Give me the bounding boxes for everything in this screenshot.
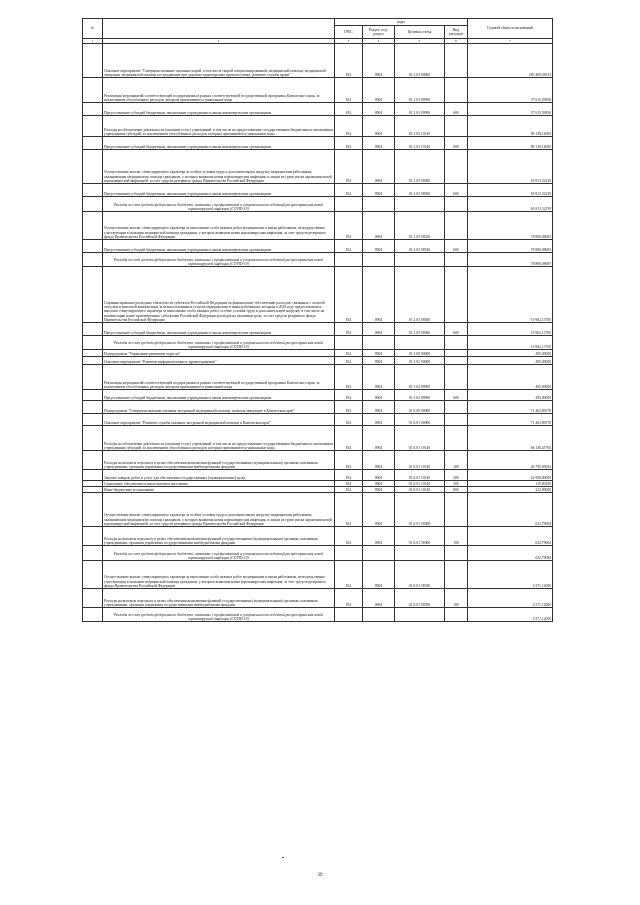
cell-razdel bbox=[363, 253, 395, 267]
cell-csr: 01 Б 01 58300 bbox=[395, 527, 445, 546]
cell-sum: 495,00000 bbox=[468, 365, 553, 390]
cell-name: Реализация мероприятий соответствующей подпрограммы в рамках соответствующей государственной программы Камчатского края, за исключением обособленных расходов, которым присваиваются уникальные коды bbox=[103, 78, 335, 103]
cell-grbs: 814 bbox=[335, 116, 363, 137]
cell-razdel: 0904 bbox=[363, 116, 395, 137]
table-row bbox=[83, 137, 553, 150]
header-razdel: Раздел, под-раздел bbox=[363, 26, 395, 39]
cell-razdel: 0904 bbox=[363, 44, 395, 78]
cell-grbs: 814 bbox=[335, 426, 363, 451]
cell-vid bbox=[445, 253, 468, 267]
cell-sum: 37 615,59830 bbox=[468, 78, 553, 103]
cell-sum: 78 880,08683 bbox=[468, 240, 553, 253]
header-row-1 bbox=[83, 19, 553, 26]
cell-sum: 71 463,89578 bbox=[468, 414, 553, 426]
cell-csr: 01 2 03 10140 bbox=[395, 116, 445, 137]
table-row bbox=[83, 589, 553, 608]
cell-csr: 01 2 03 09990 bbox=[395, 78, 445, 103]
table-row bbox=[83, 608, 553, 622]
cell-sum: 495,00000 bbox=[468, 357, 553, 365]
cell-vid bbox=[445, 608, 468, 622]
cell-sum: 78 880,08683 bbox=[468, 253, 553, 267]
cell-vid: 100 bbox=[445, 589, 468, 608]
cell-name: Расходы на выплаты персоналу в целях обеспечения выполнения функций государственными (муниципальными) органами, казенными учреждениями, органами управления государственными внебюджетными фондами bbox=[103, 527, 335, 546]
cell-razdel: 0904 bbox=[363, 487, 395, 493]
table-row bbox=[83, 357, 553, 365]
cell-num bbox=[83, 336, 103, 350]
table-row bbox=[83, 390, 553, 401]
cell-name: Расходы за счет средств федерального бюджета, связанные с профилактикой и устранением последствий распространения новой коронавирусной инфекции (COVID-19) bbox=[103, 197, 335, 212]
cell-razdel: 0904 bbox=[363, 481, 395, 487]
cell-razdel: 0904 bbox=[363, 561, 395, 589]
cell-name: Основное мероприятие "Совершенствование оказания скорой, в том числе скорой специализированной, медицинской помощи, медицинской эвакуации, медицинской помощи пострадавшим при дорожно-транспортных происшествиях, развитие службы крови" bbox=[103, 44, 335, 78]
cell-num bbox=[83, 608, 103, 622]
cell-vid: 600 bbox=[445, 323, 468, 336]
cell-sum: 65 813,32339 bbox=[468, 184, 553, 197]
cell-name: Подпрограмма "Управление развитием отрасли" bbox=[103, 350, 335, 357]
table-row bbox=[83, 103, 553, 116]
cell-sum: 119,80100 bbox=[468, 481, 553, 487]
cell-csr: 01 3 00 00000 bbox=[395, 350, 445, 357]
cell-name: Предоставление субсидий бюджетным, автономным учреждениям и иным некоммерческим организациям bbox=[103, 390, 335, 401]
cell-grbs: 814 bbox=[335, 527, 363, 546]
cell-razdel: 0904 bbox=[363, 401, 395, 414]
cell-grbs: 814 bbox=[335, 470, 363, 481]
header-grbs: ГРБС bbox=[335, 26, 363, 39]
cell-name: Осуществление выплат стимулирующего характера за особые условия труда и дополнительную нагрузку медицинским работникам, оказывающим медицинскую помощь гражданам, у которых выявлена новая коронавирусная инфекция, и лицам из групп риска заражения новой коронавирусной инфекцией, за счет средств резервного фонда Правительства Российской Федерации bbox=[103, 493, 335, 527]
cell-sum: 4 571,12000 bbox=[468, 608, 553, 622]
cell-csr: 01 Б 01 58300 bbox=[395, 493, 445, 527]
cell-num bbox=[83, 103, 103, 116]
cell-csr bbox=[395, 608, 445, 622]
cell-num bbox=[83, 184, 103, 197]
cell-name: Расходы за счет средств федерального бюджета, связанные с профилактикой и устранением последствий распространения новой коронавирусной инфекции (COVID-19) bbox=[103, 336, 335, 350]
header-num: № bbox=[83, 19, 103, 39]
cell-vid bbox=[445, 365, 468, 390]
cell-grbs: 814 bbox=[335, 78, 363, 103]
cell-sum: 632,79084 bbox=[468, 546, 553, 561]
cell-num bbox=[83, 197, 103, 212]
cell-csr: 01 2 03 58360 bbox=[395, 267, 445, 323]
cell-sum: 24 998,80000 bbox=[468, 470, 553, 481]
colnum-6: 6 bbox=[445, 39, 468, 44]
cell-vid bbox=[445, 78, 468, 103]
header-csr: Целевая статья bbox=[395, 26, 445, 39]
cell-name: Подпрограмма "Совершенствование оказания экстренной медицинской помощи, включая эвакуацию в Камчатском крае" bbox=[103, 401, 335, 414]
cell-sum: 495,00000 bbox=[468, 350, 553, 357]
cell-num bbox=[83, 414, 103, 426]
cell-vid bbox=[445, 350, 468, 357]
cell-grbs: 814 bbox=[335, 137, 363, 150]
cell-num bbox=[83, 116, 103, 137]
cell-name: Закупка товаров, работ и услуг для обеспечения государственных (муниципальных) нужд bbox=[103, 470, 335, 481]
cell-csr: 01 2 03 58360 bbox=[395, 323, 445, 336]
cell-csr: 01 2 03 09990 bbox=[395, 103, 445, 116]
cell-num bbox=[83, 323, 103, 336]
table-row bbox=[83, 546, 553, 561]
cell-csr: 01 Б 01 58330 bbox=[395, 589, 445, 608]
cell-csr: 01 2 03 58330 bbox=[395, 212, 445, 240]
cell-csr: 01 Б 01 10140 bbox=[395, 470, 445, 481]
cell-vid bbox=[445, 150, 468, 184]
cell-csr: 01 3 02 00000 bbox=[395, 357, 445, 365]
table-row bbox=[83, 470, 553, 481]
cell-csr: 01 Б 01 10140 bbox=[395, 451, 445, 470]
cell-grbs: 814 bbox=[335, 451, 363, 470]
colnum-5: 5 bbox=[395, 39, 445, 44]
cell-name: Осуществление выплат стимулирующего характера за особые условия труда и дополнительную нагрузку медицинским работникам, оказывающим медицинскую помощь гражданам, у которых выявлена новая коронавирусная инфекция, и лицам из групп риска заражения новой коронавирусной инфекцией, за счет средств резервного фонда Правительства Российской Федерации bbox=[103, 150, 335, 184]
cell-num bbox=[83, 493, 103, 527]
table-row bbox=[83, 401, 553, 414]
cell-num bbox=[83, 451, 103, 470]
cell-razdel: 0904 bbox=[363, 103, 395, 116]
cell-num bbox=[83, 78, 103, 103]
cell-sum: 495,00000 bbox=[468, 390, 553, 401]
table-row bbox=[83, 253, 553, 267]
cell-vid: 800 bbox=[445, 487, 468, 493]
table-row bbox=[83, 336, 553, 350]
cell-csr: 01 Б 00 00000 bbox=[395, 401, 445, 414]
cell-name: Предоставление субсидий бюджетным, автономным учреждениям и иным некоммерческим организациям bbox=[103, 240, 335, 253]
cell-sum: 37 615,59830 bbox=[468, 103, 553, 116]
cell-vid bbox=[445, 116, 468, 137]
cell-sum: 4 571,12000 bbox=[468, 589, 553, 608]
cell-grbs: 814 bbox=[335, 414, 363, 426]
cell-sum: 89 138,14000 bbox=[468, 137, 553, 150]
cell-sum: 10 962,13700 bbox=[468, 267, 553, 323]
header-vid: Вид расходов bbox=[445, 26, 468, 39]
cell-name: Предоставление субсидий бюджетным, автономным учреждениям и иным некоммерческим организациям bbox=[103, 103, 335, 116]
cell-grbs: 814 bbox=[335, 493, 363, 527]
cell-name: Осуществление выплат стимулирующего характера за выполнение особо важных работ медицинским и иным работникам, непосредственно участвующим в оказании медицинской помощи гражданам, у которых выявлена новая коронавирусная инфекция, за счет средств резервного фонда Правительства Российской Федерации bbox=[103, 212, 335, 240]
table-row bbox=[83, 150, 553, 184]
cell-vid: 600 bbox=[445, 240, 468, 253]
table-row bbox=[83, 527, 553, 546]
cell-vid bbox=[445, 401, 468, 414]
cell-grbs: 814 bbox=[335, 212, 363, 240]
cell-sum: 10 962,13700 bbox=[468, 336, 553, 350]
cell-vid bbox=[445, 493, 468, 527]
table-row bbox=[83, 426, 553, 451]
cell-grbs: 814 bbox=[335, 481, 363, 487]
cell-razdel: 0904 bbox=[363, 184, 395, 197]
cell-vid: 600 bbox=[445, 184, 468, 197]
cell-razdel: 0904 bbox=[363, 323, 395, 336]
cell-sum: 283 409,28533 bbox=[468, 44, 553, 78]
table-row bbox=[83, 116, 553, 137]
cell-grbs: 814 bbox=[335, 240, 363, 253]
cell-grbs: 814 bbox=[335, 44, 363, 78]
cell-razdel: 0904 bbox=[363, 470, 395, 481]
cell-razdel bbox=[363, 546, 395, 561]
cell-num bbox=[83, 253, 103, 267]
cell-vid bbox=[445, 426, 468, 451]
cell-razdel bbox=[363, 336, 395, 350]
cell-num bbox=[83, 365, 103, 390]
header-name bbox=[103, 19, 335, 39]
cell-vid: 200 bbox=[445, 470, 468, 481]
cell-razdel: 0904 bbox=[363, 240, 395, 253]
cell-grbs: 814 bbox=[335, 487, 363, 493]
cell-name: Расходы за счет средств федерального бюджета, связанные с профилактикой и устранением последствий распространения новой коронавирусной инфекции (COVID-19) bbox=[103, 608, 335, 622]
cell-name: Расходы за счет средств федерального бюджета, связанные с профилактикой и устранением последствий распространения новой коронавирусной инфекции (COVID-19) bbox=[103, 253, 335, 267]
cell-grbs: 814 bbox=[335, 561, 363, 589]
cell-grbs: 814 bbox=[335, 150, 363, 184]
cell-grbs bbox=[335, 546, 363, 561]
cell-csr bbox=[395, 336, 445, 350]
cell-razdel: 0904 bbox=[363, 150, 395, 184]
cell-csr: 01 Б 01 10140 bbox=[395, 426, 445, 451]
cell-vid bbox=[445, 212, 468, 240]
cell-csr: 01 3 02 09990 bbox=[395, 365, 445, 390]
colnum-2: 2 bbox=[103, 39, 335, 44]
cell-num bbox=[83, 137, 103, 150]
cell-razdel: 0904 bbox=[363, 267, 395, 323]
cell-grbs: 814 bbox=[335, 103, 363, 116]
cell-vid bbox=[445, 197, 468, 212]
cell-csr bbox=[395, 253, 445, 267]
cell-name: Предоставление субсидий бюджетным, автономным учреждениям и иным некоммерческим организациям bbox=[103, 137, 335, 150]
cell-csr bbox=[395, 197, 445, 212]
cell-razdel: 0904 bbox=[363, 357, 395, 365]
cell-num bbox=[83, 470, 103, 481]
cell-num bbox=[83, 44, 103, 78]
table-row bbox=[83, 197, 553, 212]
cell-vid bbox=[445, 336, 468, 350]
cell-razdel: 0904 bbox=[363, 589, 395, 608]
cell-sum: 65 813,32339 bbox=[468, 197, 553, 212]
page-number: 39 bbox=[317, 873, 323, 878]
budget-table bbox=[82, 18, 553, 622]
cell-razdel bbox=[363, 608, 395, 622]
cell-num bbox=[83, 267, 103, 323]
table-row bbox=[83, 184, 553, 197]
cell-sum: 4 571,12000 bbox=[468, 561, 553, 589]
cell-grbs: 814 bbox=[335, 390, 363, 401]
cell-csr: 01 2 03 00000 bbox=[395, 44, 445, 78]
cell-name: Расходы на обеспечение деятельности (оказание услуг) учреждений, в том числе на предоставление государственным бюджетным и автономным учреждениям субсидий, за исключением обособленных расходов, которым присваиваются уникальные коды bbox=[103, 116, 335, 137]
cell-grbs: 814 bbox=[335, 589, 363, 608]
cell-grbs: 814 bbox=[335, 184, 363, 197]
table-row bbox=[83, 212, 553, 240]
cell-num bbox=[83, 527, 103, 546]
cell-csr: 01 Б 01 10140 bbox=[395, 487, 445, 493]
cell-name: Расходы за счет средств федерального бюджета, связанные с профилактикой и устранением последствий распространения новой коронавирусной инфекции (COVID-19) bbox=[103, 546, 335, 561]
table-row bbox=[83, 323, 553, 336]
cell-sum: 632,79084 bbox=[468, 493, 553, 527]
cell-grbs: 814 bbox=[335, 357, 363, 365]
cell-razdel bbox=[363, 197, 395, 212]
cell-name: Предоставление субсидий бюджетным, автономным учреждениям и иным некоммерческим организациям bbox=[103, 323, 335, 336]
cell-csr: 01 2 03 58300 bbox=[395, 184, 445, 197]
cell-razdel: 0904 bbox=[363, 493, 395, 527]
cell-num bbox=[83, 212, 103, 240]
cell-grbs: 814 bbox=[335, 267, 363, 323]
cell-name: Софинансирование расходных обязательств субъектов Российской Федерации по финансовому обеспечению расходов, связанных с оплатой отпусков и выплатой компенсации за неиспользованные отпуска медицинским и иным работникам, которым в 2020 году предоставлялись выплаты стимулирующего характера за выполнение особо важных работ, особые условия труда и дополнительную нагрузку, в том числе на компенсацию ранее произведенных субъектами Российской Федерации расходов на указанные цели, за счет средств резервного фонда Правительства Российской Федерации bbox=[103, 267, 335, 323]
cell-sum: 78 880,08683 bbox=[468, 212, 553, 240]
cell-num bbox=[83, 150, 103, 184]
colnum-4: 4 bbox=[363, 39, 395, 44]
cell-vid: 600 bbox=[445, 103, 468, 116]
cell-razdel: 0904 bbox=[363, 350, 395, 357]
cell-csr: 01 Б 01 00000 bbox=[395, 414, 445, 426]
table-row bbox=[83, 240, 553, 253]
cell-sum: 89 138,14000 bbox=[468, 116, 553, 137]
cell-sum: 632,79084 bbox=[468, 527, 553, 546]
cell-sum: 66 136,45794 bbox=[468, 426, 553, 451]
table-row bbox=[83, 414, 553, 426]
cell-vid: 600 bbox=[445, 137, 468, 150]
cell-grbs: 814 bbox=[335, 350, 363, 357]
colnum-7: 7 bbox=[468, 39, 553, 44]
cell-sum: 65 813,32339 bbox=[468, 150, 553, 184]
cell-grbs: 814 bbox=[335, 323, 363, 336]
cell-name: Расходы на выплаты персоналу в целях обеспечения выполнения функций государственными (муниципальными) органами, казенными учреждениями, органами управления государственными внебюджетными фондами bbox=[103, 451, 335, 470]
cell-vid bbox=[445, 561, 468, 589]
cell-csr: 01 Б 01 10140 bbox=[395, 481, 445, 487]
cell-vid: 600 bbox=[445, 390, 468, 401]
cell-csr: 01 Б 01 58330 bbox=[395, 561, 445, 589]
cell-name: Реализация мероприятий соответствующей подпрограммы в рамках соответствующей государственной программы Камчатского края, за исключением обособленных расходов, которым присваиваются уникальные коды bbox=[103, 365, 335, 390]
cell-grbs: 814 bbox=[335, 365, 363, 390]
cell-sum: 222,00000 bbox=[468, 487, 553, 493]
table-row bbox=[83, 267, 553, 323]
cell-name: Иные бюджетные ассигнования bbox=[103, 487, 335, 493]
cell-csr: 01 2 03 58330 bbox=[395, 240, 445, 253]
cell-name: Основное мероприятие "Развитие информатизации в здравоохранении" bbox=[103, 357, 335, 365]
cell-csr: 01 2 03 58300 bbox=[395, 150, 445, 184]
cell-num bbox=[83, 240, 103, 253]
cell-name: Расходы на выплаты персоналу в целях обеспечения выполнения функций государственными (муниципальными) органами, казенными учреждениями, органами управления государственными внебюджетными фондами bbox=[103, 589, 335, 608]
table-row bbox=[83, 350, 553, 357]
colnum-3: 3 bbox=[335, 39, 363, 44]
colnum-1: 1 bbox=[83, 39, 103, 44]
cell-grbs bbox=[335, 608, 363, 622]
table-row bbox=[83, 78, 553, 103]
scan-mark bbox=[282, 857, 284, 858]
cell-sum: 40 795,85694 bbox=[468, 451, 553, 470]
cell-csr bbox=[395, 546, 445, 561]
cell-grbs: 814 bbox=[335, 401, 363, 414]
table-row bbox=[83, 451, 553, 470]
cell-name: Основное мероприятие "Развитие службы оказания экстренной медицинской помощи в Камчатском крае" bbox=[103, 414, 335, 426]
cell-csr: 01 2 03 10140 bbox=[395, 137, 445, 150]
cell-name: Социальное обеспечение и иные выплаты населению bbox=[103, 481, 335, 487]
cell-razdel: 0904 bbox=[363, 365, 395, 390]
cell-vid bbox=[445, 267, 468, 323]
cell-vid bbox=[445, 44, 468, 78]
cell-csr: 01 3 02 09990 bbox=[395, 390, 445, 401]
cell-razdel: 0904 bbox=[363, 451, 395, 470]
cell-name: Расходы на обеспечение деятельности (оказание услуг) учреждений, в том числе на предоставление государственным бюджетным и автономным учреждениям субсидий, за исключением обособленных расходов, которым присваиваются уникальные коды bbox=[103, 426, 335, 451]
header-annual: Годовой объем ассигнований bbox=[468, 19, 553, 39]
table-row bbox=[83, 44, 553, 78]
cell-grbs bbox=[335, 197, 363, 212]
cell-num bbox=[83, 357, 103, 365]
cell-name: Осуществление выплат стимулирующего характера за выполнение особо важных работ медицинским и иным работникам, непосредственно участвующим в оказании медицинской помощи гражданам, у которых выявлена новая коронавирусная инфекция, за счет средств резервного фонда Правительства Российской Федерации bbox=[103, 561, 335, 589]
cell-vid: 300 bbox=[445, 481, 468, 487]
cell-razdel: 0904 bbox=[363, 212, 395, 240]
cell-grbs bbox=[335, 336, 363, 350]
cell-razdel: 0904 bbox=[363, 137, 395, 150]
cell-vid bbox=[445, 546, 468, 561]
cell-sum: 10 962,13700 bbox=[468, 323, 553, 336]
cell-vid bbox=[445, 357, 468, 365]
cell-num bbox=[83, 589, 103, 608]
cell-sum: 71 463,89578 bbox=[468, 401, 553, 414]
cell-vid: 100 bbox=[445, 527, 468, 546]
cell-vid: 100 bbox=[445, 451, 468, 470]
cell-vid bbox=[445, 414, 468, 426]
cell-name: Предоставление субсидий бюджетным, автономным учреждениям и иным некоммерческим организациям bbox=[103, 184, 335, 197]
cell-razdel: 0904 bbox=[363, 390, 395, 401]
cell-grbs bbox=[335, 253, 363, 267]
cell-num bbox=[83, 426, 103, 451]
header-codes: коды bbox=[335, 19, 468, 26]
table-row bbox=[83, 561, 553, 589]
cell-num bbox=[83, 561, 103, 589]
table-row bbox=[83, 365, 553, 390]
cell-razdel: 0904 bbox=[363, 78, 395, 103]
cell-num bbox=[83, 390, 103, 401]
cell-razdel: 0904 bbox=[363, 414, 395, 426]
table-row bbox=[83, 493, 553, 527]
cell-razdel: 0904 bbox=[363, 426, 395, 451]
cell-num bbox=[83, 546, 103, 561]
cell-razdel: 0904 bbox=[363, 527, 395, 546]
cell-num bbox=[83, 401, 103, 414]
cell-num bbox=[83, 350, 103, 357]
